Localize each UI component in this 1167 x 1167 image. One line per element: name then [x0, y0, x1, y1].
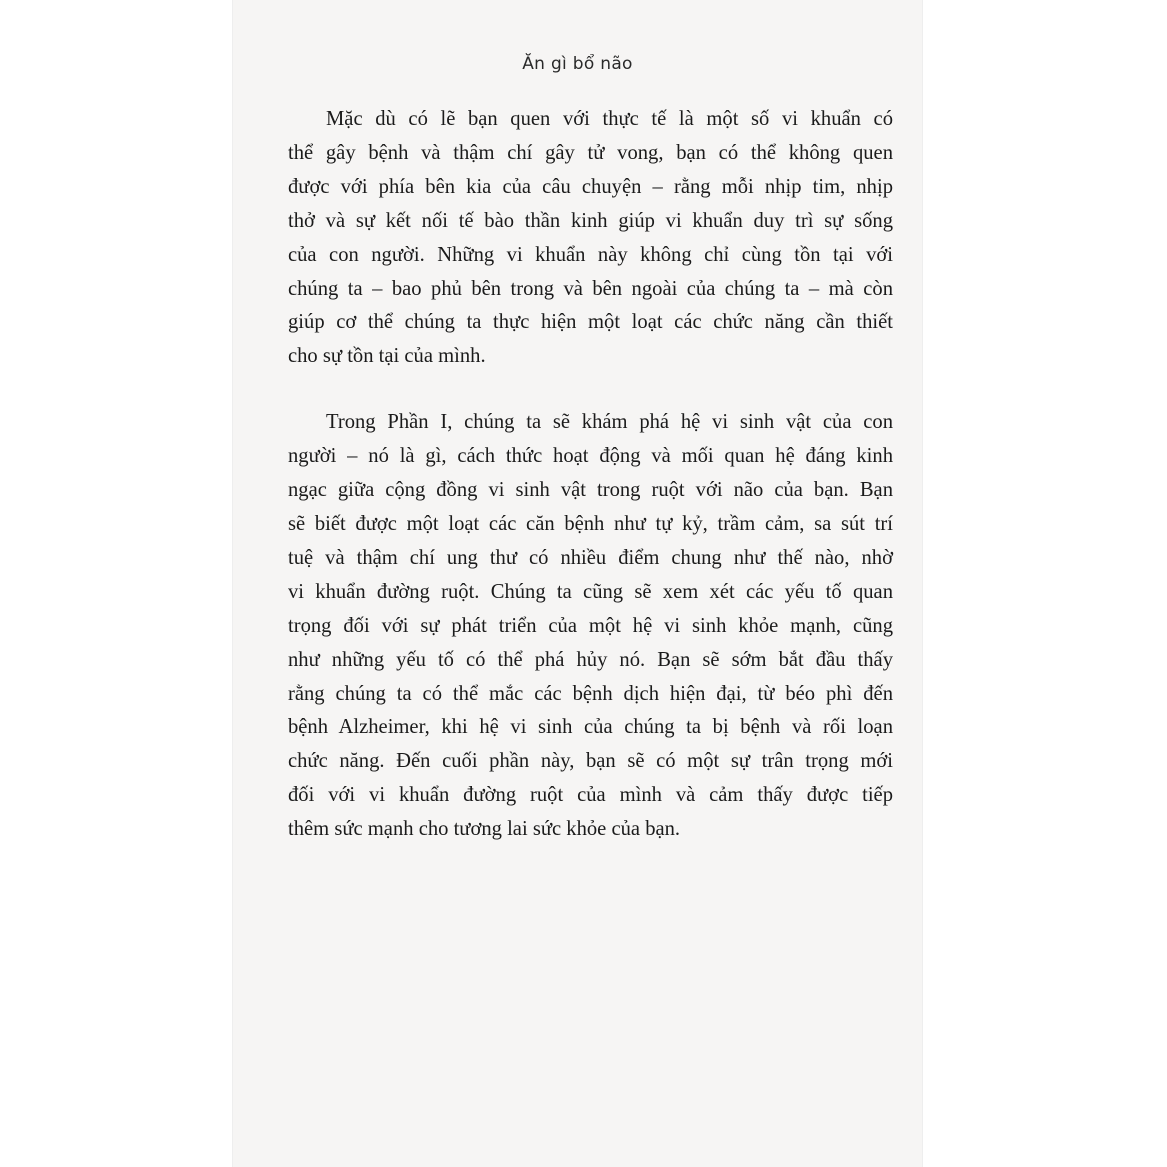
text-line: thêm sức mạnh cho tương lai sức khỏe của bạn. [288, 818, 681, 841]
text-line: rằng chúng ta có thể mắc các bệnh dịch hiện đại, từ béo phì đến [288, 682, 893, 705]
text-line: ngạc giữa cộng đồng vi sinh vật trong ruột với não của bạn. Bạn [288, 479, 893, 502]
text-line: tuệ và thậm chí ung thư có nhiều điểm chung như thế nào, nhờ [288, 546, 893, 569]
text-line: của con người. Những vi khuẩn này không chỉ cùng tồn tại với [288, 243, 893, 266]
book-page [233, 0, 922, 1167]
text-line: trọng đối với sự phát triển của một hệ vi sinh khỏe mạnh, cũng [288, 614, 893, 637]
text-line: vi khuẩn đường ruột. Chúng ta cũng sẽ xem xét các yếu tố quan [288, 580, 893, 603]
text-line: bệnh Alzheimer, khi hệ vi sinh của chúng ta bị bệnh và rối loạn [288, 716, 893, 739]
text-line: thể gây bệnh và thậm chí gây tử vong, bạn có thể không quen [288, 141, 893, 164]
paragraph-2 [288, 406, 893, 847]
text-line: thở và sự kết nối tế bào thần kinh giúp vi khuẩn duy trì sự sống [288, 209, 893, 232]
text-line: Trong Phần I, chúng ta sẽ khám phá hệ vi sinh vật của con [326, 411, 893, 434]
text-line: người – nó là gì, cách thức hoạt động và mối quan hệ đáng kinh [288, 445, 893, 468]
text-line: cho sự tồn tại của mình. [288, 345, 486, 368]
body-text [288, 103, 893, 879]
text-line: được với phía bên kia của câu chuyện – rằng mỗi nhịp tim, nhịp [288, 175, 893, 198]
running-header: Ăn gì bổ não [522, 54, 633, 74]
paragraph-1 [288, 103, 893, 374]
text-line: chức năng. Đến cuối phần này, bạn sẽ có một sự trân trọng mới [288, 750, 893, 773]
text-line: giúp cơ thể chúng ta thực hiện một loạt các chức năng cần thiết [288, 311, 893, 334]
text-line: sẽ biết được một loạt các căn bệnh như tự kỷ, trầm cảm, sa sút trí [288, 512, 893, 535]
text-line: như những yếu tố có thể phá hủy nó. Bạn sẽ sớm bắt đầu thấy [288, 648, 893, 671]
text-line: đối với vi khuẩn đường ruột của mình và cảm thấy được tiếp [288, 784, 893, 807]
text-line: chúng ta – bao phủ bên trong và bên ngoài của chúng ta – mà còn [288, 277, 893, 300]
text-line: Mặc dù có lẽ bạn quen với thực tế là một số vi khuẩn có [326, 108, 893, 130]
